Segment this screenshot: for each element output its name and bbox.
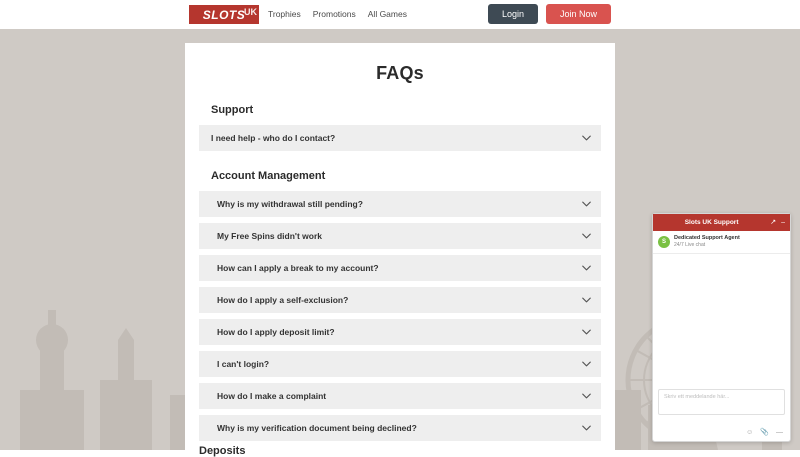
chat-agent-name: Dedicated Support Agent bbox=[674, 235, 740, 241]
chat-header bbox=[653, 214, 790, 231]
faq-item[interactable] bbox=[199, 415, 601, 441]
faq-item[interactable] bbox=[199, 255, 601, 281]
avatar: S bbox=[658, 236, 670, 248]
section-title-support: Support bbox=[211, 104, 254, 116]
faq-item[interactable] bbox=[199, 223, 601, 249]
live-chat-widget bbox=[652, 213, 791, 442]
section-title-account-management: Account Management bbox=[211, 170, 326, 182]
faq-question: My Free Spins didn't work bbox=[217, 230, 322, 241]
faq-question: I need help - who do I contact? bbox=[211, 132, 336, 143]
section-title-next-peek: Deposits bbox=[199, 445, 246, 457]
emoji-icon[interactable]: ☺ bbox=[746, 428, 754, 436]
faq-question: How can I apply a break to my account? bbox=[217, 262, 379, 273]
faq-question: Why is my withdrawal still pending? bbox=[217, 198, 363, 209]
join-now-button[interactable]: Join Now bbox=[546, 4, 611, 24]
faq-item[interactable] bbox=[199, 383, 601, 409]
faq-item[interactable] bbox=[199, 351, 601, 377]
header-actions bbox=[488, 4, 611, 24]
site-header bbox=[0, 0, 800, 29]
nav-item-promotions[interactable]: Promotions bbox=[312, 9, 356, 19]
chat-input-wrap bbox=[653, 384, 790, 425]
chevron-down-icon[interactable] bbox=[582, 233, 591, 239]
faq-card bbox=[185, 43, 615, 450]
faq-item[interactable] bbox=[199, 319, 601, 345]
chevron-down-icon[interactable] bbox=[582, 265, 591, 271]
chevron-down-icon[interactable] bbox=[582, 297, 591, 303]
faq-item[interactable] bbox=[199, 191, 601, 217]
logo-text: SLOTS bbox=[202, 7, 246, 22]
page-title: FAQs bbox=[376, 63, 424, 83]
login-button[interactable]: Login bbox=[488, 4, 538, 24]
nav-item-trophies[interactable]: Trophies bbox=[268, 9, 301, 19]
chat-input[interactable] bbox=[658, 389, 785, 415]
chat-message-list bbox=[653, 254, 790, 384]
chevron-down-icon[interactable] bbox=[582, 329, 591, 335]
main-nav bbox=[268, 9, 407, 19]
chevron-down-icon[interactable] bbox=[582, 361, 591, 367]
expand-icon[interactable]: ↗ bbox=[770, 219, 777, 226]
faq-item[interactable] bbox=[199, 125, 601, 151]
chat-agent-status: 24/7 Live chat bbox=[674, 242, 706, 249]
menu-icon[interactable]: — bbox=[776, 428, 783, 436]
chevron-down-icon[interactable] bbox=[582, 201, 591, 207]
chevron-down-icon[interactable] bbox=[582, 135, 591, 141]
chevron-down-icon[interactable] bbox=[582, 425, 591, 431]
faq-item[interactable] bbox=[199, 287, 601, 313]
chevron-down-icon[interactable] bbox=[582, 393, 591, 399]
chat-agent-info bbox=[653, 231, 790, 254]
minimize-icon[interactable]: – bbox=[781, 219, 785, 226]
faq-question: I can't login? bbox=[217, 358, 270, 369]
faq-question: How do I make a complaint bbox=[217, 390, 327, 401]
faq-question: Why is my verification document being declined? bbox=[217, 422, 417, 433]
faq-question: How do I apply deposit limit? bbox=[217, 326, 335, 337]
faq-question: How do I apply a self-exclusion? bbox=[217, 294, 349, 305]
logo-badge: UK bbox=[244, 7, 257, 17]
site-logo[interactable] bbox=[189, 5, 259, 24]
nav-item-all-games[interactable]: All Games bbox=[367, 9, 407, 19]
attachment-icon[interactable]: 📎 bbox=[760, 428, 769, 436]
chat-footer bbox=[653, 425, 790, 441]
chat-title: Slots UK Support bbox=[684, 219, 739, 226]
